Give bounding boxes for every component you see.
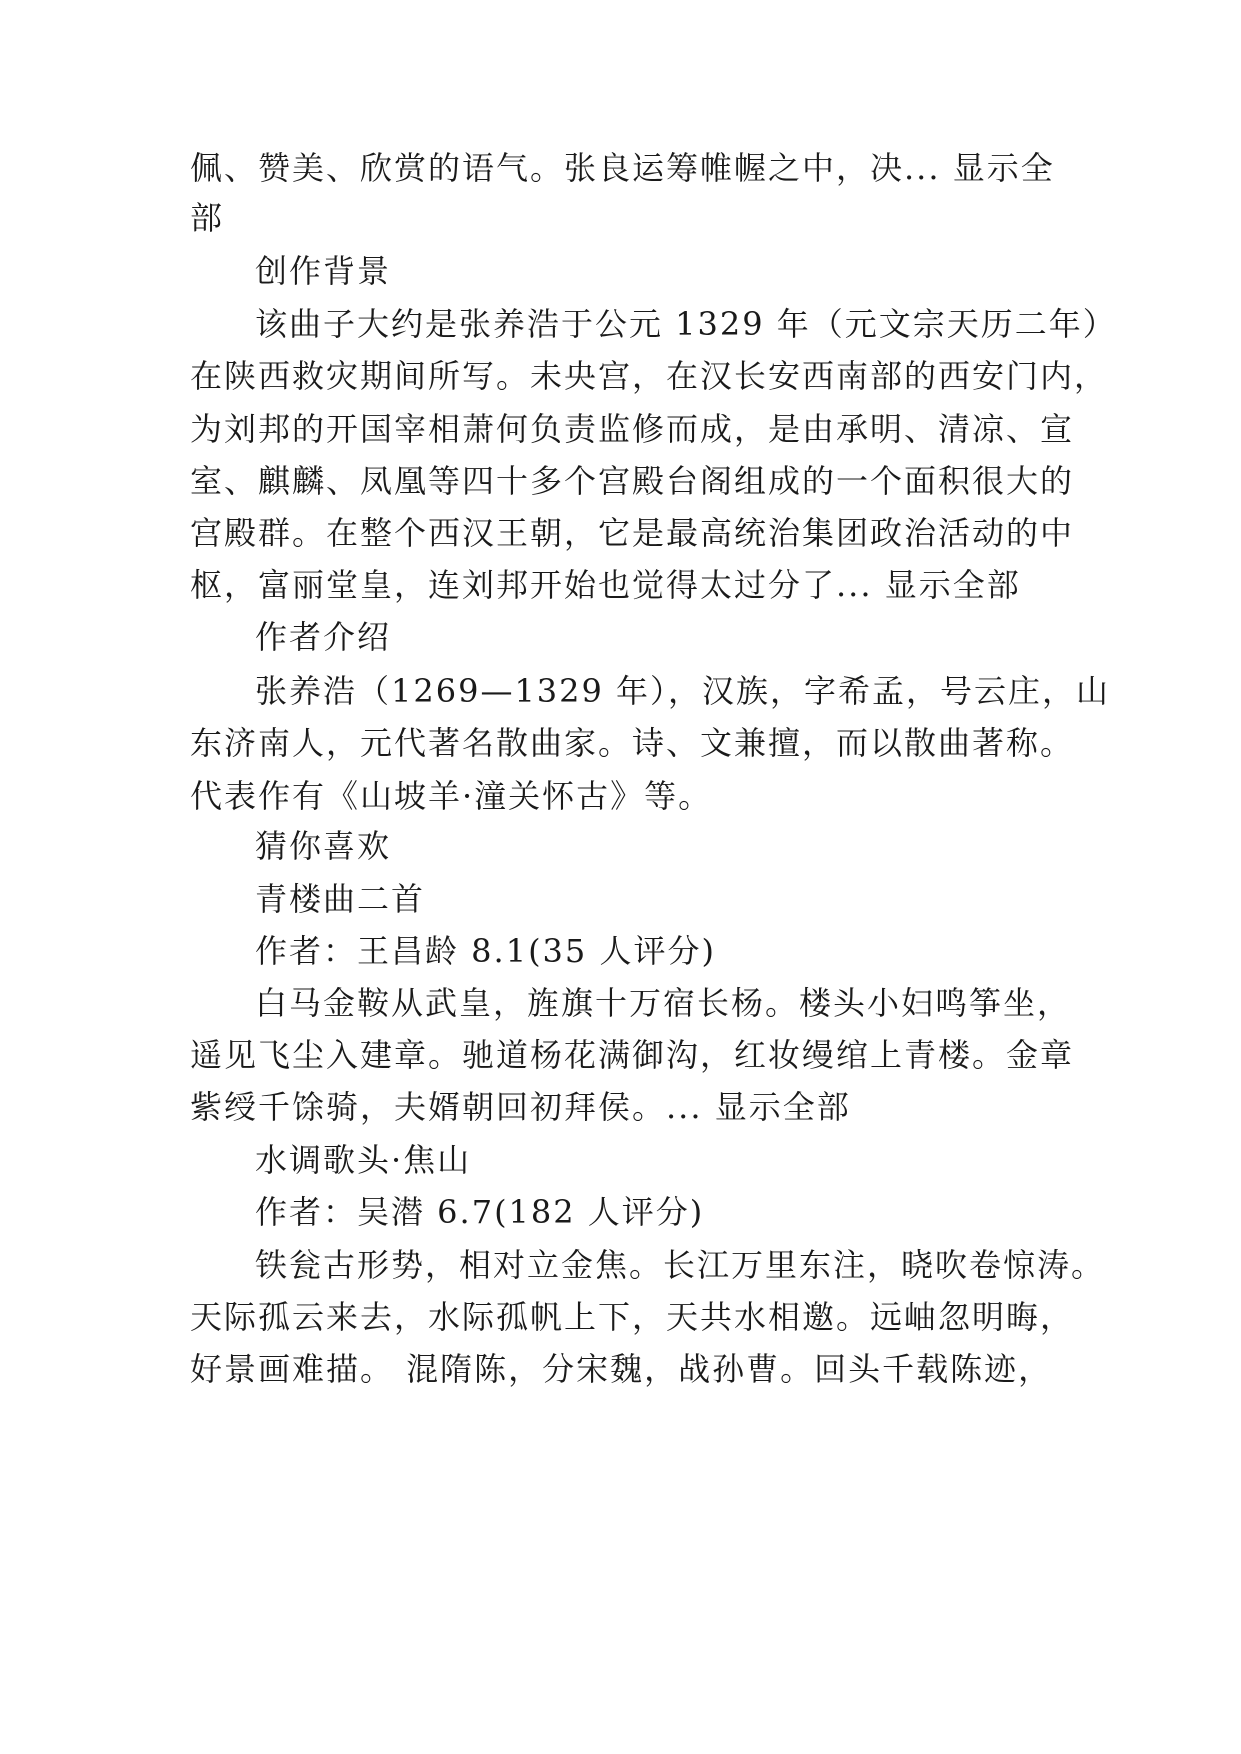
section-heading-background: 创作背景 bbox=[255, 252, 392, 290]
text-line: 紫绶千馀骑，夫婿朝回初拜侯。... 显示全部 bbox=[190, 1088, 851, 1126]
text-line: 好景画难描。 混隋陈，分宋魏，战孙曹。回头千载陈迹， bbox=[190, 1350, 1053, 1388]
text-line: 佩、赞美、欣赏的语气。张良运筹帷幄之中，决... 显示全 bbox=[190, 149, 1055, 187]
poem-author-rating: 作者：王昌龄 8.1(35 人评分) bbox=[255, 932, 716, 970]
text-line: 宫殿群。在整个西汉王朝，它是最高统治集团政治活动的中 bbox=[190, 514, 1075, 552]
text-line: 室、麒麟、凤凰等四十多个宫殿台阁组成的一个面积很大的 bbox=[190, 462, 1075, 500]
text-line: 代表作有《山坡羊·潼关怀古》等。 bbox=[190, 777, 713, 815]
section-heading-recommended: 猜你喜欢 bbox=[255, 827, 392, 865]
text-line: 为刘邦的开国宰相萧何负责监修而成，是由承明、清凉、宣 bbox=[190, 410, 1075, 448]
poem-author-rating: 作者：吴潜 6.7(182 人评分) bbox=[255, 1193, 705, 1231]
text-line: 东济南人，元代著名散曲家。诗、文兼擅，而以散曲著称。 bbox=[190, 724, 1075, 762]
section-heading-author: 作者介绍 bbox=[255, 618, 392, 656]
text-line: 白马金鞍从武皇，旌旗十万宿长杨。楼头小妇鸣筝坐， bbox=[255, 984, 1072, 1022]
poem-title: 青楼曲二首 bbox=[255, 880, 426, 918]
text-line: 在陕西救灾期间所写。未央宫，在汉长安西南部的西安门内， bbox=[190, 357, 1109, 395]
text-line: 部 bbox=[190, 199, 225, 237]
text-line: 枢，富丽堂皇，连刘邦开始也觉得太过分了... 显示全部 bbox=[190, 566, 1021, 604]
poem-title: 水调歌头·焦山 bbox=[255, 1141, 472, 1179]
text-line: 遥见飞尘入建章。驰道杨花满御沟，红妆缦绾上青楼。金章 bbox=[190, 1036, 1075, 1074]
text-line: 天际孤云来去，水际孤帆上下，天共水相邀。远岫忽明晦， bbox=[190, 1298, 1075, 1336]
text-line: 张养浩（1269—1329 年），汉族，字希孟，号云庄，山 bbox=[255, 672, 1111, 710]
text-line: 该曲子大约是张养浩于公元 1329 年（元文宗天历二年） bbox=[255, 305, 1117, 343]
text-line: 铁瓮古形势，相对立金焦。长江万里东注，晓吹卷惊涛。 bbox=[255, 1246, 1106, 1284]
